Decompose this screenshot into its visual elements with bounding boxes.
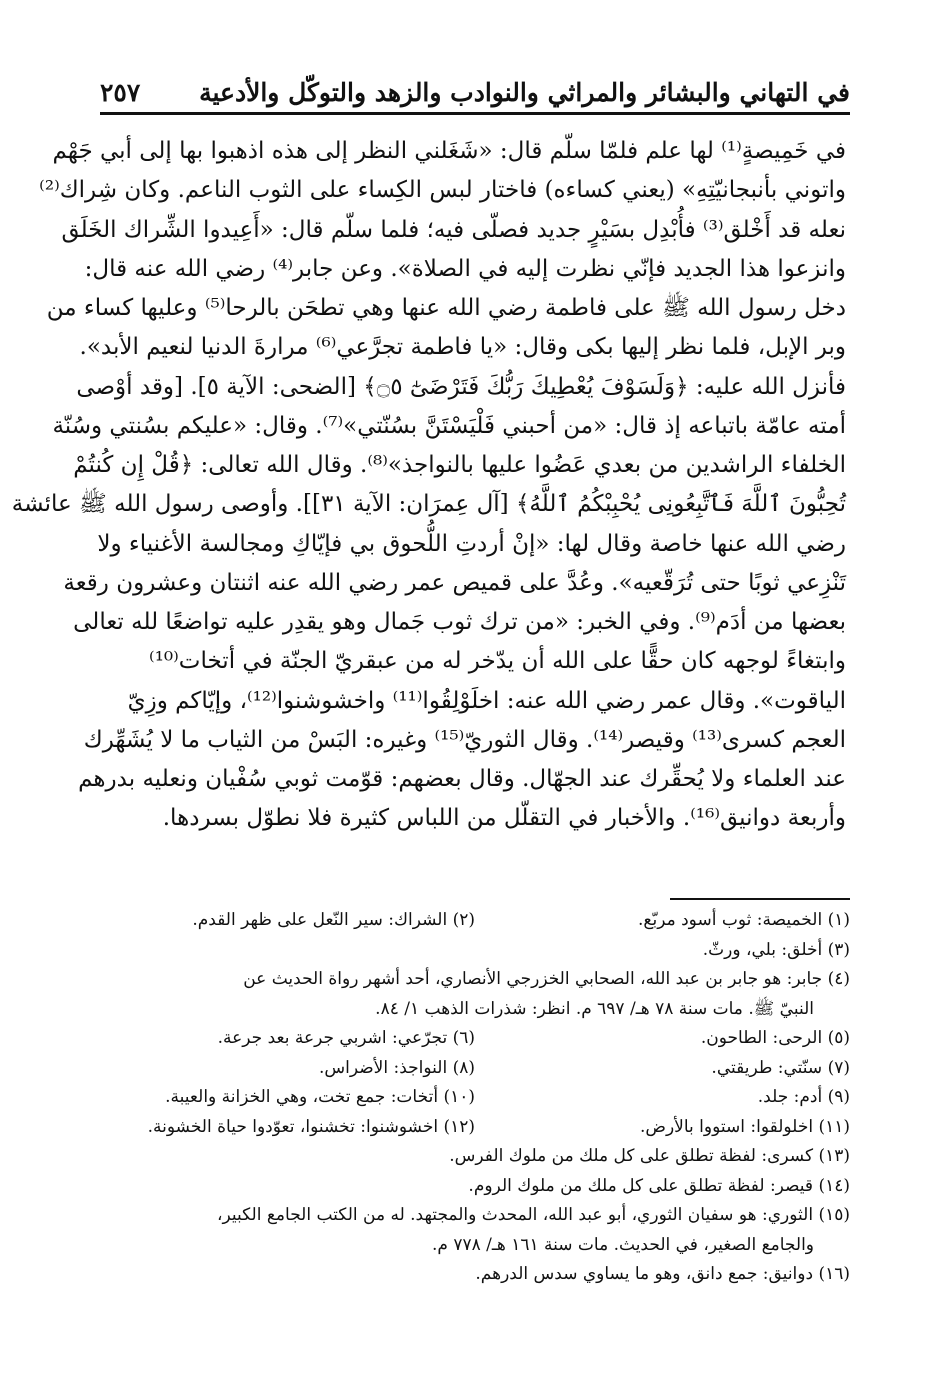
footnote-9: (٩) أدم: جلد. (757, 1087, 850, 1107)
footnote-row (100, 965, 850, 995)
footnote-3: (٣) أخلق: بلي، ورثّ. (702, 939, 850, 960)
footnote-15: (١٥) الثوري: هو سفيان الثوري، أبو عبد الله، المحدث والمجتهد. له من الكتب الجامع الكبير، (217, 1205, 850, 1225)
footnote-15-continued: والجامع الصغير، في الحديث. مات سنة ١٦١ هـ/ ٧٧٨ م. (431, 1234, 814, 1255)
footnote-row (100, 995, 850, 1025)
footnote-11: (١١) اخلولقوا: استووا بالأرض. (640, 1116, 850, 1137)
footnote-14: (١٤) قيصر: لفظة تطلق على كل ملك من ملوك الروم. (468, 1175, 850, 1196)
footnote-row (100, 1024, 850, 1054)
footnote-row (100, 1172, 850, 1202)
footnote-row (100, 1260, 850, 1290)
text-line: تُحِبُّونَ ٱللَّهَ فَٱتَّبِعُونِى يُحْبِبْكُمُ ٱللَّهُ﴾ [آل عِمرَان: الآية ٣١]]. وأوصى رسول الله ﷺ عائشة (11, 491, 846, 518)
footnote-8: (٨) النواجذ: الأضراس. (318, 1057, 475, 1078)
footnote-6: (٦) تجرّعي: اشربي جرعة بعد جرعة. (217, 1028, 475, 1048)
footnote-row (100, 1113, 850, 1143)
footnote-row (100, 1142, 850, 1172)
text-line: العجم كسرى⁽¹³⁾ وقيصر⁽¹⁴⁾. وقال الثوريّ⁽¹⁵⁾ وغيره: البَسْ من الثياب ما لا يُشَهِّرك (83, 726, 846, 753)
footnotes (100, 906, 850, 1290)
footnote-row (100, 1201, 850, 1231)
text-line: دخل رسول الله ﷺ على فاطمة رضي الله عنها وهي تطحَن بالرحا⁽⁵⁾ وعليها كساء من (46, 295, 846, 321)
text-line: وأربعة دوانيق⁽¹⁶⁾. والأخبار في التقلّل من اللباس كثيرة فلا نطوّل بسردها. (162, 805, 846, 832)
page-header (100, 74, 850, 114)
text-line: في خَمِيصةٍ⁽¹⁾ لها علم فلمّا سلّم قال: «شَغَلني النظر إلى هذه اذهبوا بها إلى أبي جَهْم (52, 138, 846, 164)
footnote-4: (٤) جابر: هو جابر بن عبد الله، الصحابي الخزرجي الأنصاري، أحد أشهر رواة الحديث عن (243, 969, 850, 989)
footnote-row (100, 1054, 850, 1084)
text-line: تَنْزِعي ثوبًا حتى تُرَقّعيه». وعُدَّ على قميص عمر رضي الله عنه اثنتان وعشرون رقعة (63, 569, 846, 596)
footnote-row (100, 1083, 850, 1113)
footnote-7: (٧) سنّتي: طريقتي. (711, 1057, 850, 1078)
footnote-13: (١٣) كسرى: لفظة تطلق على كل ملك من ملوك الفرس. (449, 1146, 850, 1166)
text-line: بعضها من أدَم⁽⁹⁾. وفي الخبر: «من ترك ثوب جَمال وهو يقدِر عليه تواضعًا لله تعالى (73, 609, 846, 635)
text-line: وانزعوا هذا الجديد فإنّي نظرت إليه في الصلاة». وعن جابر⁽⁴⁾ رضي الله عنه قال: (84, 255, 846, 282)
text-line: واتوني بأنبجانيّتِهِ» (يعني كساءه) فاختار لبس الكِساء على الثوب الناعم. وكان شِراك⁽²⁾ (39, 177, 846, 204)
header-rule (100, 112, 850, 115)
running-title: في التهاني والبشائر والمراثي والنوادب والزهد والتوكّل والأدعية (199, 78, 850, 107)
page-number: ٢٥٧ (100, 78, 141, 107)
footnote-1: (١) الخميصة: ثوب أسود مربّع. (638, 910, 850, 930)
text-line: رضي الله عنها خاصة وقال لها: «إنْ أردتِ اللُّحوق بي فإيّاكِ ومجالسة الأغنياء ولا (97, 530, 846, 557)
footnote-row (100, 1231, 850, 1261)
text-line: الياقوت». وقال عمر رضي الله عنه: اخلَوْلِقُوا⁽¹¹⁾ واخشوشنوا⁽¹²⁾، وإيّاكم وزِيّ (127, 687, 846, 714)
footnote-16: (١٦) دوانيق: جمع دانق، وهو ما يساوي سدس الدرهم. (475, 1264, 850, 1284)
footnote-12: (١٢) اخشوشنوا: تخشنوا، تعوّدوا حياة الخشونة. (147, 1116, 475, 1137)
footnote-row (100, 906, 850, 936)
footnote-separator (670, 898, 850, 900)
footnote-4-continued: النبيّ ﷺ. مات سنة ٧٨ هـ/ ٦٩٧ م. انظر: شذرات الذهب ١/ ٨٤. (375, 998, 814, 1019)
text-line: نعله قد أَخْلق⁽³⁾ فأُبْدِل بسَيْرٍ جديد فصلّى فيه؛ فلما سلّم قال: «أَعِيدوا الشِّراك الخَلَق (61, 216, 846, 243)
footnote-5: (٥) الرحى: الطاحون. (700, 1028, 850, 1048)
text-line: عند العلماء ولا يُحقِّرك عند الجهّال. وقال بعضهم: قوّمت ثوبي سُفْيان ونعليه بدرهم (78, 766, 846, 792)
text-line: فأنزل الله عليه: ﴿وَلَسَوْفَ يُعْطِيكَ رَبُّكَ فَتَرْضَىٰٓ ۝٥﴾ [الضحى: الآية ٥]. [وقد أوْصى (76, 373, 846, 400)
footnote-10: (١٠) أتخات: جمع تخت، وهي الخزانة والعيبة. (165, 1087, 475, 1107)
text-line: وبر الإبل، فلما نظر إليها بكى وقال: «يا فاطمة تجرَّعي⁽⁶⁾ مرارةَ الدنيا لنعيم الأبد». (79, 334, 846, 361)
text-line: أمته عامّة باتباعه إذ قال: «من أحبني فَلْيَسْتَنَّ بسُنّتي»⁽⁷⁾. وقال: «عليكم بسُنتي وسُنّة (52, 412, 846, 439)
main-text (11, 132, 846, 839)
text-line: الخلفاء الراشدين من بعدي عَضُوا عليها بالنواجذ»⁽⁸⁾. وقال الله تعالى: ﴿قُلْ إِن كُنتُمْ (73, 452, 846, 478)
footnote-2: (٢) الشراك: سير النّعل على ظهر القدم. (192, 910, 475, 930)
text-line: وابتغاءً لوجهه كان حقًّا على الله أن يدّخر له من عبقريّ الجنّة في أتخات⁽¹⁰⁾ (149, 648, 846, 675)
footnote-row (100, 936, 850, 966)
